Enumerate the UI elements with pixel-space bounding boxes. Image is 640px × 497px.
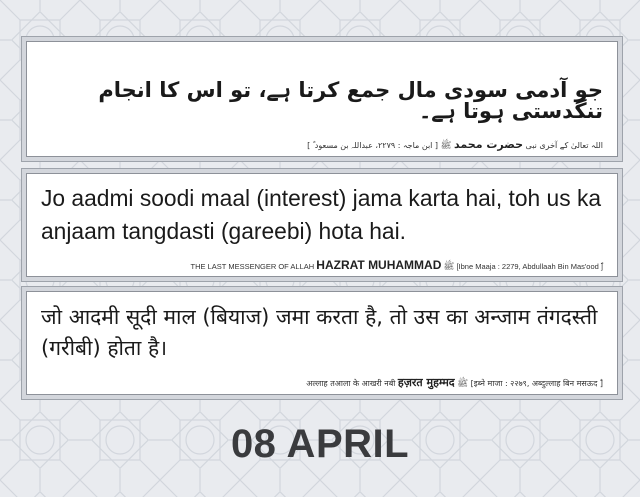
urdu-honorific: ﷺ [440,141,452,151]
hindi-prophet-name: हज़रत मुहम्मद [397,376,455,389]
date-label: 08 APRIL [230,422,410,466]
roman-hadith-card [26,173,618,277]
urdu-prophet-name: حضرت محمد [454,138,523,151]
urdu-attribution-prefix: اللہ تعالیٰ کے آخری نبی [525,141,603,150]
hindi-attribution-prefix: अल्लाह तआला के आखरी नबी [306,379,396,388]
urdu-hadith-text: جو آدمی سودی مال جمع کرتا ہے، تو اس کا انجام تنگدستی ہوتا ہے۔ [98,78,603,123]
roman-hadith-text: Jo aadmi soodi maal (interest) jama karta hai, toh us ka anjaam tangdasti (gareebi) hota hai. [41,185,602,244]
urdu-attribution [307,139,603,151]
hindi-hadith-text: जो आदमी सूदी माल (बियाज) जमा करता है, तो उस का अन्जाम तंगदस्ती (गरीबी) होता है। [41,305,598,360]
roman-hadith-reference: [Ibne Maaja : 2279, Abdullaah Bin Mas'ood ؓ] [456,262,603,271]
roman-prophet-name: HAZRAT MUHAMMAD [316,258,442,272]
urdu-hadith-reference: [ ابن ماجہ : ۲۲۷۹، عبداللہ بن مسعود ؓ ] [307,141,439,150]
urdu-hadith-card [26,41,618,157]
hindi-hadith-card [26,291,618,395]
hindi-attribution [306,377,603,389]
roman-honorific: ﷺ [443,261,455,271]
hindi-hadith-reference: [इब्ने माजा : २२७९, अब्दुल्लाह बिन मसऊद ؓ] [470,379,603,388]
hindi-honorific: ﷺ [457,379,469,389]
roman-attribution-prefix: THE LAST MESSENGER OF ALLAH [190,262,315,271]
roman-attribution [191,259,603,271]
